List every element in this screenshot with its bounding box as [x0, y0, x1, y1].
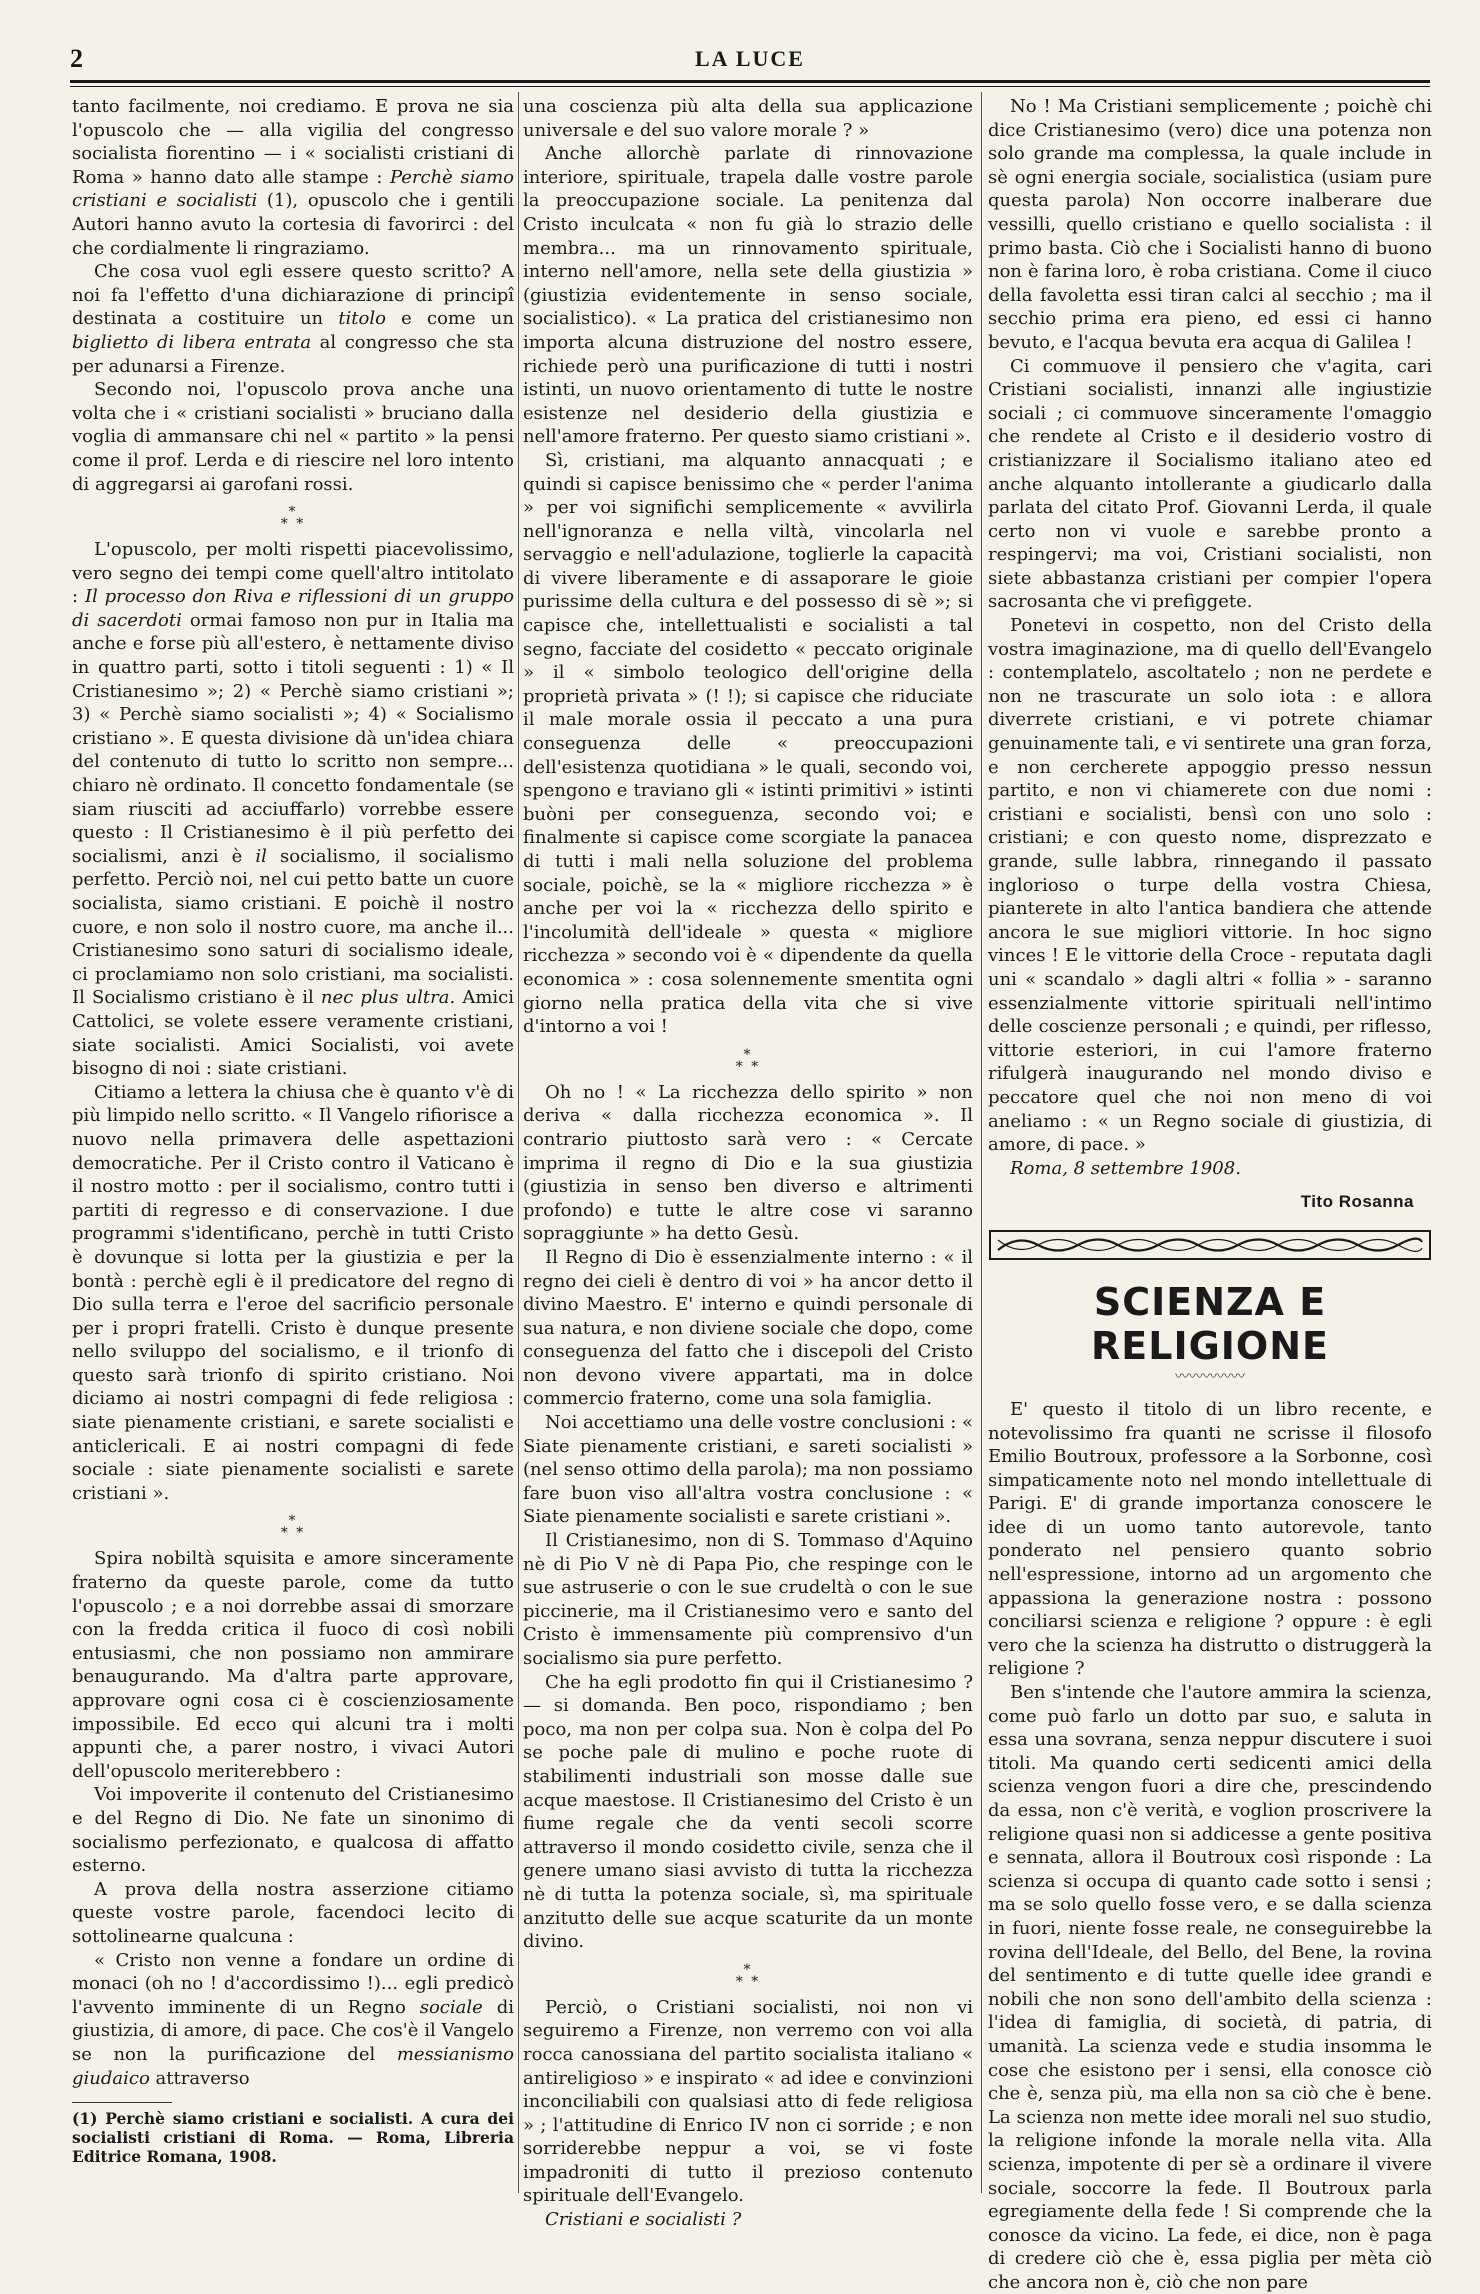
text-run: (1), opuscolo che i gentili Autori hanno avuto la cortesia di favorirci : del che cordialmente li ringraziamo.	[72, 190, 514, 259]
italic-word: sociale	[419, 1996, 497, 2018]
italic-title: Perchè siamo cristiani e socialisti	[72, 166, 514, 212]
footnote: (1) Perchè siamo cristiani e socialisti. A cura dei socialisti cristiani di Roma. — Roma, Libreria Editrice Romana, 1908.	[72, 2109, 514, 2167]
column-divider	[981, 92, 982, 2193]
page-header	[70, 40, 1430, 80]
paragraph: Secondo noi, l'opuscolo prova anche una volta che i « cristiani socialisti » bruciano dalla voglia di ammansare chi nel « partito » la pensi come il prof. Lerda e di riescire nel loro intento di aggregarsi ai garofani rossi.	[72, 379, 514, 495]
text-run: e come un	[401, 308, 514, 330]
text-run: attraverso	[155, 2067, 250, 2089]
text-run: ormai famoso non pur in Italia ma anche e forse più all'estero, è nettamente diviso in quattro parti, sotto i titoli seguenti : 1) « Il Cristianesimo »; 2) « Perchè siamo cristiani »; 3) « Perchè siamo socialisti »; 4) « Socialismo cristiano ». E questa divisione dà un'idea chiara del contenuto di tutto lo scritto non sempre... chiaro nè ordinato. Il concetto fondamentale (se siam riusciti ad acciuffarlo) vorrebbe essere questo : Il Cristianesimo è il più perfetto dei socialismi, anzi è	[72, 609, 514, 867]
paragraph: E' questo il titolo di un libro recente, e notevolissimo fra quanti ne scrisse il filosofo Emilio Boutroux, professore a la Sorbonne, così simpaticamente noto nel mondo intellettuale di Parigi. E' di grande importanza conoscere le idee di un uomo tanto autorevole, tanto ponderato nel pensiero quanto sobrio nell'espressione, intorno ad un argomento che appassiona la generazione nostra : possono conciliarsi scienza e religione ? oppure : è egli vero che la scienza ha distrutto o distruggerà la religione ?	[988, 1398, 1432, 1680]
paragraph	[72, 95, 514, 260]
paragraph: Voi impoverite il contenuto del Cristianesimo e del Regno di Dio. Ne fate un sinonimo di socialismo perfezionato, e qualcosa di affatto esterno.	[72, 1784, 514, 1877]
italic-phrase: nec plus ultra.	[320, 987, 463, 1009]
text-run: L'opuscolo, per molti rispetti piacevolissimo, vero segno dei tempi come quell'altro intitolato :	[72, 539, 514, 608]
paragraph: Ben s'intende che l'autore ammira la scienza, come può farlo un dotto par suo, e saluta in essa una sovrana, senza neppur discutere i suoi titoli. Ma quando certi sedicenti amici della scienza vengon fuori a dire che, prescindendo da essa, non c'è verità, e voglion proscrivere la religione quasi non si addicesse a gente positiva e sennata, allora il Boutroux così risponde : La scienza si occupa di quanto cade sotto i sensi ; ma se solo quello fosse vero, e se dalla scienza in fuori, niente fosse reale, ne conseguirebbe la rovina dell'Ideale, del Bello, del Bene, la rovina del sentimento e di tutte quelle idee grandi e nobili che non sono dell'ambito della scienza : l'idea di famiglia, di società, di patria, di umanità. La scienza vede e studia insomma le cose che esistono per i sensi, ella conosce ciò che è, senza più, ma ella non sa ciò che è bene. La scienza non mette idee morali nel suo studio, la religione infonde la morale nella vita. Alla scienza, impotente di per sè a ordinare il vivere sociale, soccorre la fede. Il Boutroux parla egregiamente della fede ! Si comprende che la conosce da vicino. La fede, ei dice, non è paga di credere ciò che è, essa piglia per mèta ciò che ancora non è, ciò che non pare	[988, 1682, 1432, 2293]
paragraph: Noi accettiamo una delle vostre conclusioni : « Siate pienamente cristiani, e sareti socialisti » (nel senso ottimo della parola); ma non possiamo fare buon viso all'altra vostra conclusione : « Siate pienamente socialisti e sarete cristiani ».	[523, 1412, 973, 1528]
paragraph: A prova della nostra asserzione citiamo queste vostre parole, facendoci lecito di sottolinearne qualcuna :	[72, 1878, 514, 1947]
paragraph: No ! Ma Cristiani semplicemente ; poichè chi dice Cristianesimo (vero) dice una potenza non solo grande ma complessa, la quale include in sè ogni energia sociale, socialistica (usiam pure questa parola) Non occorre inalberare due vessilli, quello cristiano e quello socialista : il primo basta. Ciò che i Socialisti hanno di buono non è farina loro, è roba cristiana. Come il ciuco della favoletta essi tiran calci al secchio ; ma il secchio prima era pieno, ed essi ci hanno bevuto, e l'acqua bevuta era acqua di Galilea !	[988, 96, 1432, 353]
italic-phrase: messianismo giudaico	[72, 2043, 514, 2089]
section-break-stars: * * *	[280, 504, 306, 533]
paragraph: Ponetevi in cospetto, non del Cristo della vostra imaginazione, ma di quello dell'Evangelo : contemplatelo, ascoltatelo ; non ne perdete e non ne trascurate un solo iota : e allora diverrete cristiani, e vi potrete chiamar genuinamente tali, e vi sentirete una gran forza, e non cercherete appoggio presso nessun partito, e non vi chiamerete con due nomi : cristiani e socialisti, bensì con uno solo : cristiani; e con questo nome, disprezzato e grande, sulle labbra, rinnegando il passato inglorioso o turpe della vostra Chiesa, pianterete in alto l'antica bandiera che attende ancora le sue migliori vittorie. In hoc signo vinces ! E le vittorie della Croce - reputata dagli uni « scandalo » dagli altri « follia » - saranno essenzialmente vittorie spirituali nell'intimo delle coscienze personali ; e quindi, per riflesso, vittorie esteriori, in cui l'amore fraterno rifulgerà inaugurando nel mondo diviso e peccatore quel che noi non meno di voi aneliamo : « un Regno sociale di giustizia, di amore, di pace. »	[988, 615, 1432, 1156]
column-3	[988, 95, 1432, 2293]
text-run: al congresso che sta per adunarsi a Firenze.	[72, 331, 514, 377]
italic-word: titolo	[338, 308, 402, 330]
paragraph: Il Regno di Dio è essenzialmente interno : « il regno dei cieli è dentro di voi » ha ancor detto il divino Maestro. E' interno e quindi personale di sua natura, e non diviene sociale che dopo, come conseguenza del fatto che i discepoli del Cristo non devono vivere appartati, ma in dolce commercio fraterno, come una sola famiglia.	[523, 1246, 973, 1410]
text-run: Che cosa vuol egli essere questo scritto? A noi fa l'effetto d'una dichiarazione di principî destinata a costituire un	[72, 261, 514, 330]
paragraph: Che ha egli prodotto fin qui il Cristianesimo ? — si domanda. Ben poco, rispondiamo ; ben poco, ma non per colpa sua. Non è colpa del Po se poche pale di mulino e poche ruote di stabilimenti industriali son mosse dalle sue acque maestose. Il Cristianesimo del Cristo è un fiume regale che da venti secoli scorre attraverso il mondo cosidetto civile, senza che il genere umano siasi avvisto di tutta la ricchezza nè di tutta la potenza sociale, sì, ma spirituale anzitutto delle sue acque scaturite da un monte divino.	[523, 1671, 973, 1953]
header-rule	[70, 80, 1430, 83]
title-flourish-icon: 〰〰〰〰〰	[1175, 1368, 1245, 1385]
paragraph: Oh no ! « La ricchezza dello spirito » non deriva « dalla ricchezza economica ». Il contrario piuttosto sarà vero : « Cercate imprima il regno di Dio e la sua giustizia (giustizia in senso ben diverso e altrimenti profondo) e tutte le altre cose vi saranno sopraggiunte » ha detto Gesù.	[523, 1081, 973, 1245]
page-number: 2	[70, 44, 83, 73]
header-rule-thin	[70, 86, 1430, 87]
text-run: di giustizia, di amore, di pace. Che cos'è il Vangelo se non la purificazione del	[72, 1996, 514, 2065]
footnote-rule	[72, 2102, 172, 2103]
column-1	[72, 95, 514, 2193]
text-run: « Cristo non venne a fondare un ordine di monaci (oh no ! d'accordissimo !)... egli predicò l'avvento imminente di un Regno	[72, 1949, 514, 2018]
paragraph: Perciò, o Cristiani socialisti, noi non vi seguiremo a Firenze, non verremo con voi alla rocca canossiana del partito socialista italiano « antireligioso » e inspirato « ad idee e convinzioni inconciliabili con qualsiasi atto di fede religiosa » ; l'attitudine di Enrico IV non ci sorride ; e non sorriderebbe neppur a voi, se vi foste impadroniti di tutto il prezioso contenuto spirituale dell'Evangelo.	[523, 1996, 973, 2207]
paragraph: Ci commuove il pensiero che v'agita, cari Cristiani socialisti, innanzi alle ingiustizie sociali ; ci commuove sinceramente l'omaggio che rendete al Cristo e il desiderio vostro di cristianizzare il Socialismo italiano ateo ed anche alquanto intollerante a giudicarlo dalla parlata del citato Prof. Giovanni Lerda, il quale certo non vi vuole e sarebbe pronto a respingervi; ma voi, Cristiani socialisti, non siete abbastanza cristiani per compier l'opera sacrosanta che vi prefiggete.	[988, 355, 1432, 613]
column-2	[523, 95, 973, 2231]
column-divider	[518, 92, 519, 2193]
author-signature: Tito Rosanna	[1300, 1192, 1414, 1212]
paragraph	[72, 1949, 514, 2091]
paragraph: una coscienza più alta della sua applicazione universale e del suo valore morale ? »	[523, 96, 973, 141]
paragraph	[72, 260, 514, 378]
section-title: SCIENZA E RELIGIONE	[1091, 1279, 1329, 1368]
paragraph: Spira nobiltà squisita e amore sinceramente fraterno da queste parole, come da tutto l'opuscolo ; e a noi dorrebbe assai di smorzare con la fredda critica il fuoco di così nobili entusiasmi, che non possiamo non ammirare benaugurando. Ma d'altra parte approvare, approvare ogni cosa ci è coscienziosamente impossibile. Ed ecco qui alcuni tra i molti appunti che, a parer nostro, i vivaci Autori dell'opuscolo meriterebbero :	[72, 1548, 514, 1782]
text-run: socialismo, il socialismo perfetto. Perciò noi, nel cui petto batte un cuore socialista, siamo cristiani. E poichè il nostro cuore, e non solo il nostro cuore, ma anche il... Cristianesimo sono saturi di socialismo ideale, ci proclamiamo non solo cristiani, ma socialisti. Il Socialismo cristiano è il	[72, 845, 514, 1009]
paragraph: Anche allorchè parlate di rinnovazione interiore, spirituale, trapela dalle vostre parole la preoccupazione sociale. La penitenza dal Cristo inculcata « non fu già lo strazio delle membra... ma un rinnovamento spirituale, interno nell'amore, nella sete della giustizia » (giustizia evidentemente in senso sociale, socialistico). « La pratica del cristianesimo non importa alcuna distruzione del nostro essere, richiede però una purificazione di tutti i nostri istinti, un nuovo orientamento di tutte le nostre esistenze nel desiderio della giustizia e nell'amore fraterno. Per questo siamo cristiani ».	[523, 143, 973, 448]
paragraph: Il Cristianesimo, non di S. Tommaso d'Aquino nè di Pio V nè di Papa Pio, che respinge con le sue astruserie o con le sue crudeltà o con le sue piccinerie, ma il Cristianesimo vero e santo del Cristo è immensamente più comprensivo d'un socialismo sia pure perfetto.	[523, 1530, 973, 1669]
section-break-stars: * * *	[280, 1513, 306, 1542]
text-run: tanto facilmente, noi crediamo. E prova ne sia l'opuscolo che — alla vigilia del congresso socialista fiorentino — i « socialisti cristiani di Roma » hanno dato alle stampe :	[72, 96, 514, 188]
masthead: LA LUCE	[695, 46, 805, 71]
section-break-stars: * * *	[735, 1046, 761, 1075]
section-break-stars: * * *	[735, 1961, 761, 1990]
italic-phrase: biglietto di libera entrata	[72, 331, 320, 353]
paragraph: Citiamo a lettera la chiusa che è quanto v'è di più limpido nello scritto. « Il Vangelo rifiorisce a nuovo nella primavera delle aspettazioni democratiche. Per il Cristo contro il Vaticano è il nostro motto : per il socialismo, contro tutti i partiti di regresso e di conservazione. I due programmi s'identificano, perchè in tutti Cristo è dovunque si lotta per la giustizia e per la bontà : perchè egli è il predicatore del regno di Dio sulla terra e l'eroe del sacrificio personale per i propri fratelli. Cristo è dunque presente nello sviluppo del socialismo, e il trionfo di questo sarà trionfo di spirito cristiano. Noi diciamo ai nostri compagni di fede religiosa : siate pienamente cristiani, e sarete socialisti e anticlericali. E ai nostri compagni di fede sociale : siate pienamente socialisti e sarete cristiani ».	[72, 1081, 514, 1504]
italic-word: il	[255, 845, 280, 867]
text-run: Amici Cattolici, se volete essere veramente cristiani, siate socialisti. Amici Socialisti, voi avete bisogno di noi : siate cristiani.	[72, 987, 514, 1080]
decorative-border-ornament	[988, 1228, 1432, 1262]
italic-title: Il processo don Riva e riflessioni di un gruppo di sacerdoti	[72, 586, 515, 631]
dateline: Roma, 8 settembre 1908.	[1010, 1157, 1241, 1179]
closing-question: Cristiani e socialisti ?	[545, 2209, 742, 2231]
paragraph: Sì, cristiani, ma alquanto annacquati ; e quindi si capisce benissimo che « perder l'anima » per voi significhi semplicemente « avvilirla nell'ignoranza e nella viltà, vincolarla nel servaggio e nell'adulazione, toglierle la capacità di vivere liberamente e di assaporare le gioie purissime della cultura e del possesso di sè »; si capisce che, intellettualisti e socialisti a tal segno, facciate del cosidetto « peccato originale » il « simbolo teologico dell'origine della proprietà privata » (! !); si capisce che riduciate il male morale ossia il peccato a una pura conseguenza delle « preoccupazioni dell'esistenza quotidiana » le quali, secondo voi, spengono e traviano gli « istinti primitivi » istinti buòni per conseguenza, secondo voi; e finalmente si capisce come scorgiate la panacea di tutti i mali nella soluzione del problema sociale, poichè, se la « migliore ricchezza » è anche per voi la « ricchezza dello spirito e l'incolumità dell'ideale » questa « migliore ricchezza » secondo voi è « dipendente da quella economica » : cosa solennemente smentita ogni giorno nella pratica della vita che si vive d'intorno a voi !	[523, 449, 973, 1038]
wave-ornament-icon	[988, 1228, 1432, 1262]
paragraph	[72, 538, 514, 1081]
